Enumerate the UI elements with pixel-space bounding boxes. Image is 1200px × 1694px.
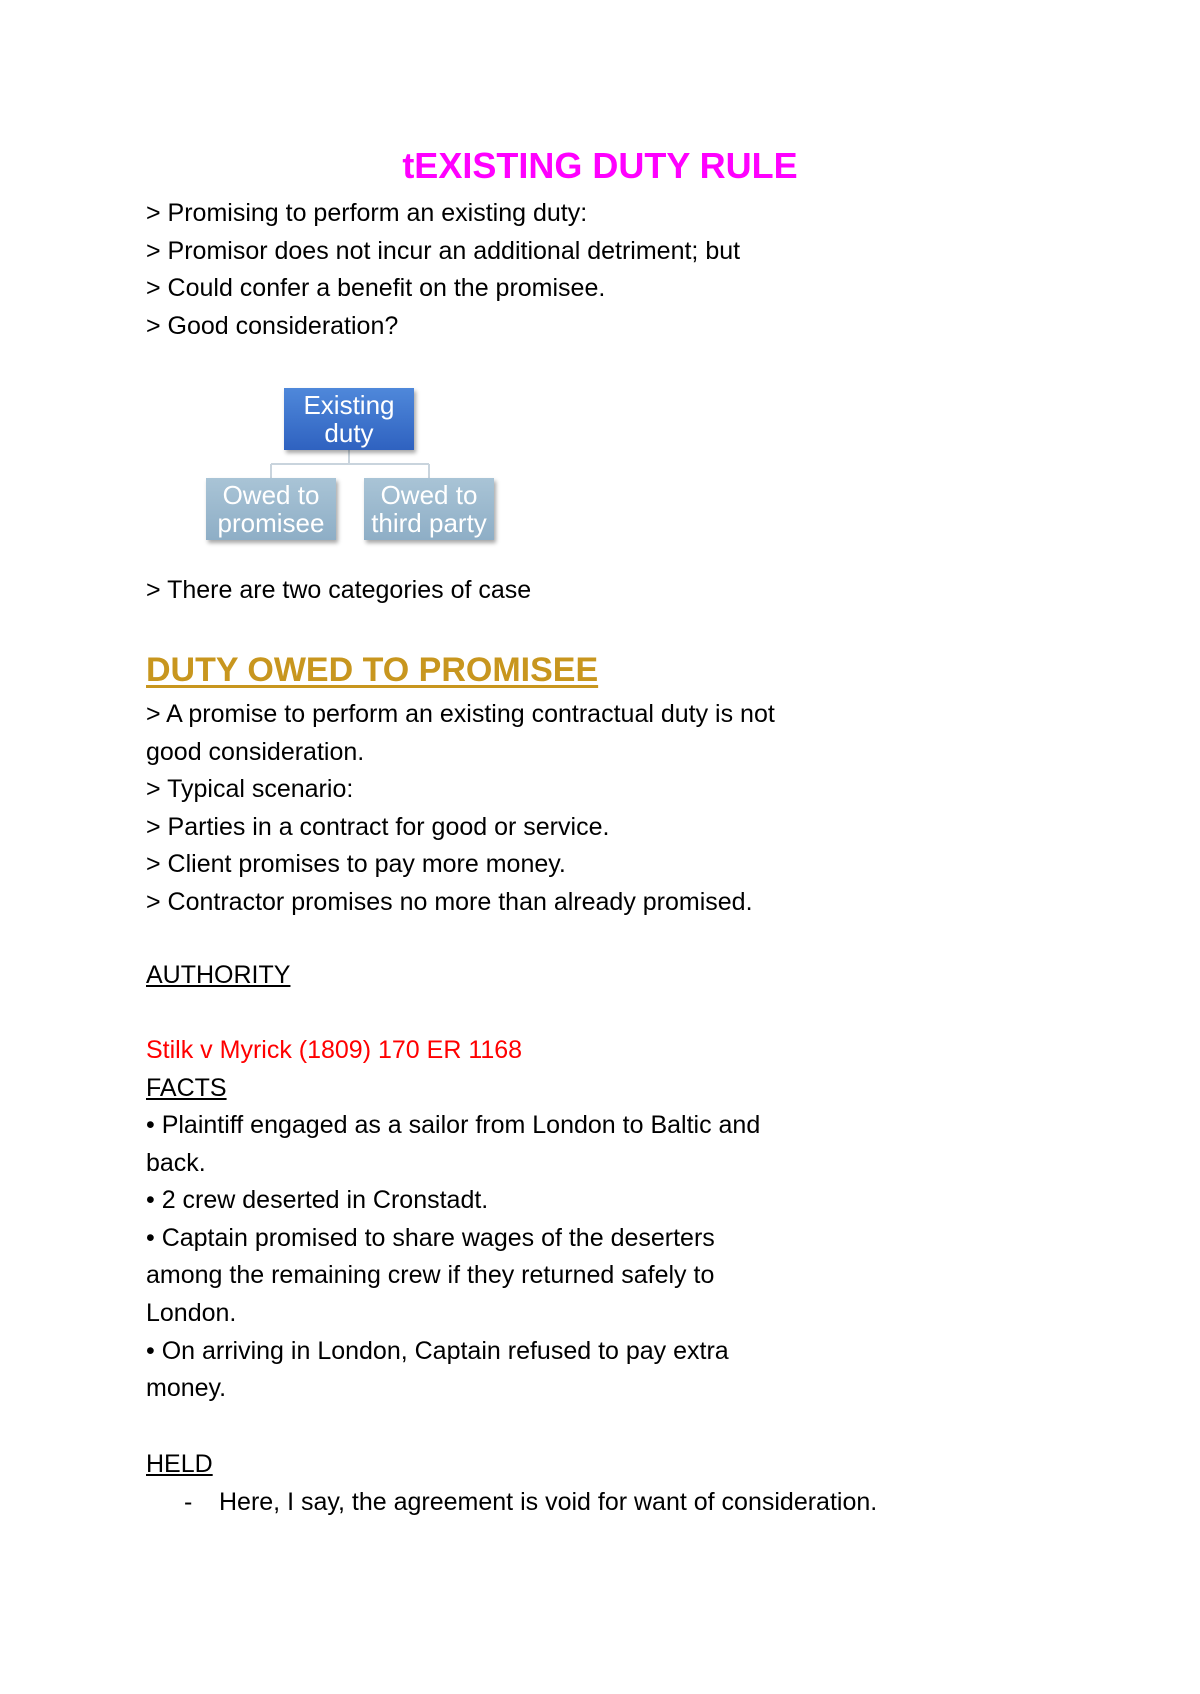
held-text: Here, I say, the agreement is void for want of consideration. — [219, 1488, 878, 1516]
section-line: > Typical scenario: — [146, 775, 354, 804]
node-label-line: Existing — [303, 390, 395, 420]
held-bullet: - — [184, 1488, 193, 1516]
facts-line: • 2 crew deserted in Cronstadt. — [146, 1186, 489, 1215]
facts-line: back. — [146, 1148, 206, 1177]
diagram-node-existing-duty — [284, 388, 414, 450]
facts-heading: FACTS — [146, 1074, 227, 1102]
section-line: > A promise to perform an existing contractual duty is not — [146, 700, 775, 728]
facts-line: • On arriving in London, Captain refused to pay extra — [146, 1336, 729, 1365]
held-heading: HELD — [146, 1450, 213, 1478]
node-label-line: duty — [324, 418, 374, 448]
facts-line: money. — [146, 1374, 227, 1403]
node-label-line: Owed to — [222, 480, 320, 510]
facts-list — [146, 1107, 1046, 1408]
section-line: > Client promises to pay more money. — [146, 850, 566, 879]
intro-line: > Could confer a benefit on the promisee. — [146, 274, 606, 303]
intro-list — [146, 195, 1046, 345]
held-item — [184, 1484, 877, 1522]
section-line: > Parties in a contract for good or service. — [146, 812, 610, 841]
facts-line: among the remaining crew if they returned safely to — [146, 1261, 715, 1290]
categories-paragraph — [146, 572, 1046, 610]
section-list — [146, 696, 1046, 922]
page-title: tEXISTING DUTY RULE — [402, 145, 798, 186]
intro-line: > Promising to perform an existing duty: — [146, 199, 588, 227]
diagram-node-owed-to-third-party — [364, 478, 494, 540]
categories-line: > There are two categories of case — [146, 576, 532, 604]
section-heading: DUTY OWED TO PROMISEE — [146, 651, 599, 689]
case-name: Stilk v Myrick (1809) 170 ER 1168 — [146, 1036, 523, 1064]
facts-line: • Captain promised to share wages of the deserters — [146, 1223, 715, 1252]
section-line: > Contractor promises no more than already promised. — [146, 887, 753, 916]
node-label-line: third party — [371, 508, 487, 538]
section-line: good consideration. — [146, 737, 365, 766]
node-label-line: promisee — [217, 508, 325, 538]
node-label-line: Owed to — [380, 480, 478, 510]
facts-line: • Plaintiff engaged as a sailor from London to Baltic and — [146, 1111, 761, 1139]
intro-line: > Promisor does not incur an additional detriment; but — [146, 236, 741, 265]
authority-heading: AUTHORITY — [146, 961, 291, 989]
facts-line: London. — [146, 1298, 237, 1327]
diagram-node-owed-to-promisee — [206, 478, 336, 540]
existing-duty-diagram — [200, 384, 510, 549]
intro-line: > Good consideration? — [146, 311, 399, 340]
